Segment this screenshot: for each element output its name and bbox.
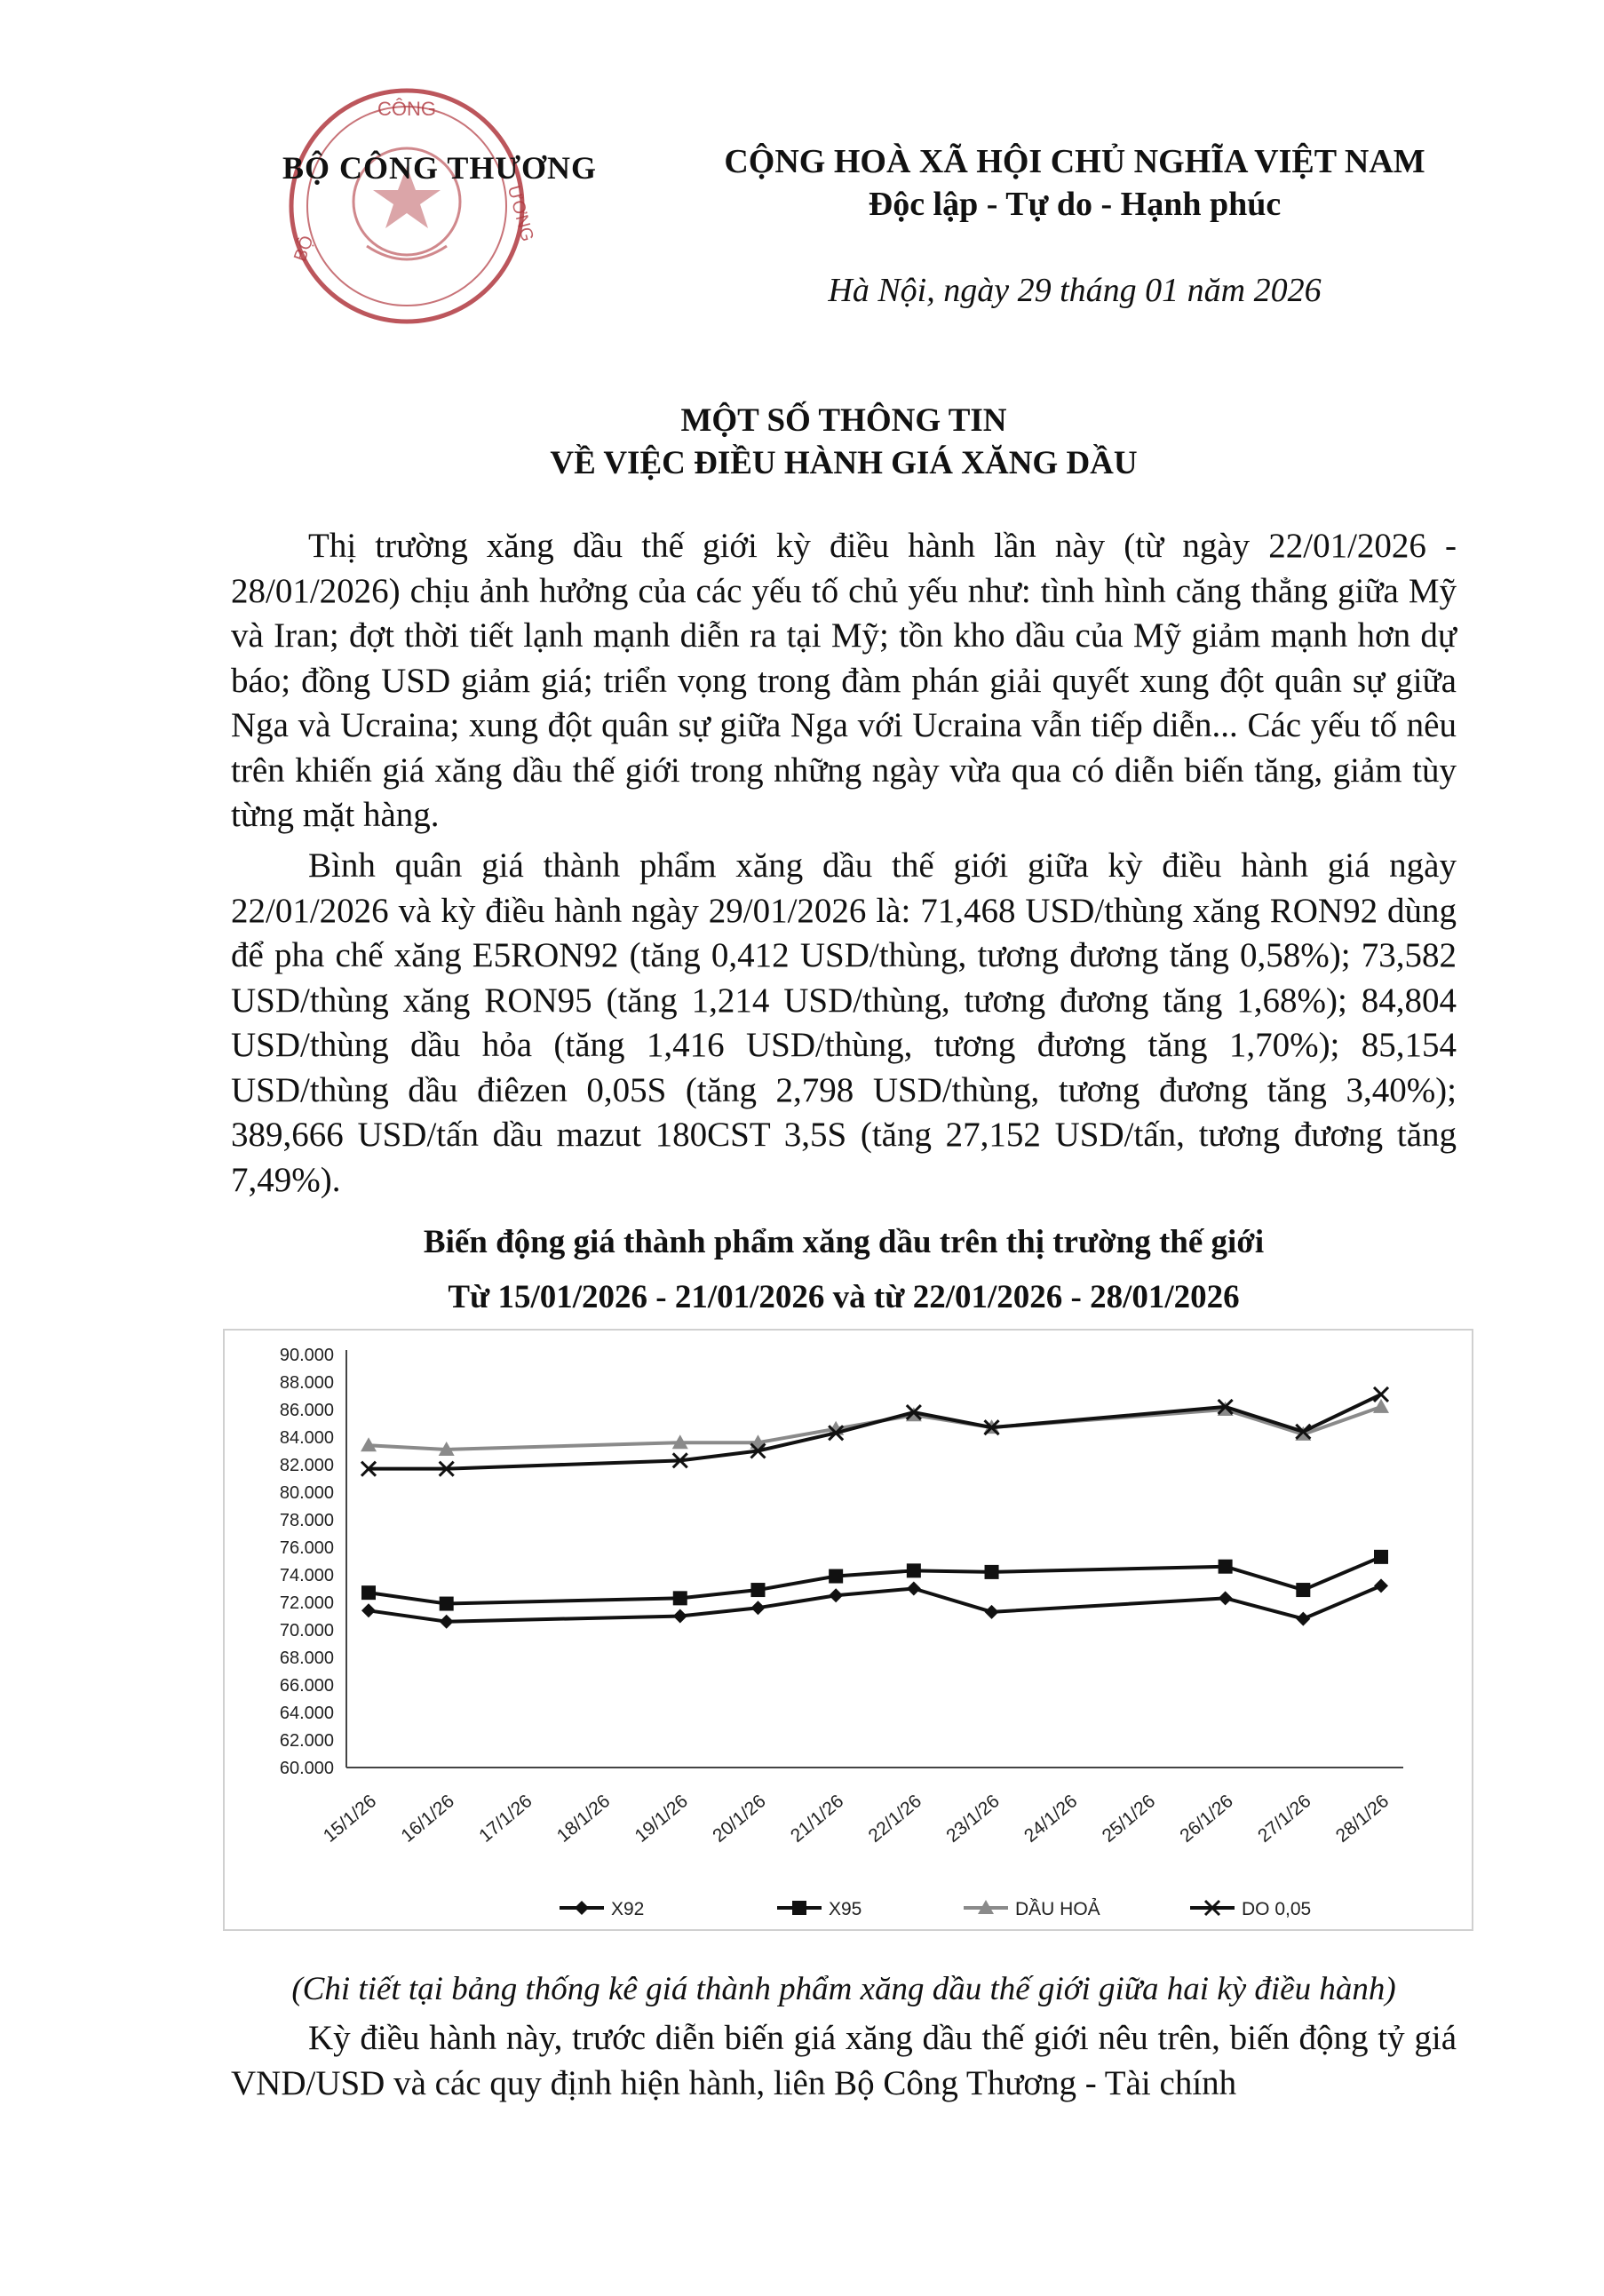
chart-heading <box>231 1215 1457 1325</box>
y-tick-label: 62.000 <box>279 1731 334 1751</box>
y-tick-label: 68.000 <box>279 1649 334 1668</box>
data-point <box>750 1583 765 1597</box>
svg-text:CÔNG: CÔNG <box>377 98 436 120</box>
motto: Độc lập - Tự do - Hạnh phúc <box>868 186 1282 223</box>
y-tick-label: 90.000 <box>279 1346 334 1365</box>
x-tick-label: 18/1/26 <box>552 1791 615 1847</box>
issuing-agency: BỘ CÔNG THƯƠNG <box>282 150 598 186</box>
legend-label: DẦU HOẢ <box>1015 1899 1100 1919</box>
data-point <box>792 1901 806 1915</box>
x-tick-label: 19/1/26 <box>631 1791 692 1847</box>
dateline: Hà Nội, ngày 29 tháng 01 năm 2026 <box>828 272 1322 309</box>
y-tick-label: 66.000 <box>279 1676 334 1696</box>
price-line-chart <box>222 1328 1474 1932</box>
paragraph-average-prices: Bình quân giá thành phẩm xăng dầu thế giới giữa kỳ điều hành giá ngày 22/01/2026 và kỳ điều hành ngày 29/01/2026 là: 71,468 USD/thùng xăng RON92 dùng để pha chế xăng E5RON92 (tăng 0,412 USD/thùng, tương đương tăng 0,58%); 73,582 USD/thùng xăng RON95 (tăng 1,214 USD/thùng, tương đương tăng 1,68%); 84,804 USD/thùng dầu hỏa (tăng 1,416 USD/thùng, tương đương tăng 1,70%); 85,154 USD/thùng dầu điêzen 0,05S (tăng 2,798 USD/thùng, tương đương tăng 3,40%); 389,666 USD/tấn dầu mazut 180CST 3,5S (tăng 27,152 USD/tấn, tương đương tăng 7,49%). <box>231 846 1457 1199</box>
y-tick-label: 76.000 <box>279 1538 334 1558</box>
x-tick-label: 28/1/26 <box>1331 1791 1394 1847</box>
data-point <box>985 1565 999 1579</box>
y-tick-label: 84.000 <box>279 1428 334 1448</box>
y-tick-label: 70.000 <box>279 1621 334 1641</box>
data-point <box>1374 1550 1388 1564</box>
svg-text:BỘ: BỘ <box>290 233 318 265</box>
y-tick-label: 64.000 <box>279 1704 334 1723</box>
x-tick-label: 27/1/26 <box>1254 1791 1315 1847</box>
x-tick-label: 16/1/26 <box>397 1791 458 1847</box>
x-tick-label: 26/1/26 <box>1176 1791 1237 1847</box>
x-tick-label: 20/1/26 <box>709 1791 770 1847</box>
y-tick-label: 72.000 <box>279 1593 334 1613</box>
x-tick-label: 23/1/26 <box>942 1791 1004 1847</box>
x-tick-label: 17/1/26 <box>475 1791 536 1847</box>
x-tick-label: 21/1/26 <box>786 1791 848 1847</box>
y-tick-label: 78.000 <box>279 1511 334 1530</box>
document-title <box>231 400 1457 485</box>
data-point <box>829 1569 843 1584</box>
data-point <box>1219 1560 1233 1574</box>
svg-text:ƯƠNG: ƯƠNG <box>503 183 537 244</box>
data-point <box>907 1563 921 1577</box>
national-motto-block <box>675 142 1474 224</box>
legend-label: X95 <box>829 1899 862 1919</box>
price-chart-container <box>222 1328 1474 1932</box>
y-tick-label: 80.000 <box>279 1483 334 1503</box>
title-line-2: VỀ VIỆC ĐIỀU HÀNH GIÁ XĂNG DẦU <box>550 445 1138 481</box>
y-tick-label: 74.000 <box>279 1566 334 1585</box>
title-line-1: MỘT SỐ THÔNG TIN <box>680 402 1007 439</box>
legend-label: X92 <box>611 1899 645 1919</box>
legend-label: DO 0,05 <box>1242 1899 1312 1919</box>
x-tick-label: 15/1/26 <box>319 1791 381 1847</box>
data-point <box>1296 1583 1310 1597</box>
y-tick-label: 60.000 <box>279 1759 334 1778</box>
paragraph-decision-intro: Kỳ điều hành này, trước diễn biến giá xăng dầu thế giới nêu trên, biến động tỷ giá VND/USD và các quy định hiện hành, liên Bộ Công Thương - Tài chính <box>231 2019 1457 2102</box>
chart-caption: (Chi tiết tại bảng thống kê giá thành phẩm xăng dầu thế giới giữa hai kỳ điều hành) <box>291 1971 1396 2007</box>
data-point <box>673 1591 687 1605</box>
nation-name: CỘNG HOÀ XÃ HỘI CHỦ NGHĨA VIỆT NAM <box>724 143 1425 180</box>
x-tick-label: 22/1/26 <box>864 1791 926 1847</box>
chart-heading-line-2: Từ 15/01/2026 - 21/01/2026 và từ 22/01/2026 - 28/01/2026 <box>448 1279 1240 1315</box>
paragraph-market-factors: Thị trường xăng dầu thế giới kỳ điều hành lần này (từ ngày 22/01/2026 - 28/01/2026) chịu ảnh hưởng của các yếu tố chủ yếu như: tình hình căng thẳng giữa Mỹ và Iran; đợt thời tiết lạnh mạnh diễn ra tại Mỹ; tồn kho dầu của Mỹ giảm mạnh hơn dự báo; đồng USD giảm giá; triển vọng trong đàm phán giải quyết xung đột quân sự giữa Nga và Ucraina; xung đột quân sự giữa Nga với Ucraina vẫn tiếp diễn... Các yếu tố nêu trên khiến giá xăng dầu thế giới trong những ngày vừa qua có diễn biến tăng, giảm tùy từng mặt hàng. <box>231 527 1457 834</box>
x-tick-label: 25/1/26 <box>1098 1791 1160 1847</box>
data-point <box>361 1585 376 1600</box>
data-point <box>440 1597 454 1611</box>
chart-heading-line-1: Biến động giá thành phẩm xăng dầu trên thị trường thế giới <box>423 1224 1265 1260</box>
x-tick-label: 24/1/26 <box>1020 1791 1082 1847</box>
y-tick-label: 86.000 <box>279 1401 334 1420</box>
y-tick-label: 88.000 <box>279 1373 334 1393</box>
official-seal-stamp <box>282 82 537 330</box>
y-tick-label: 82.000 <box>279 1456 334 1475</box>
